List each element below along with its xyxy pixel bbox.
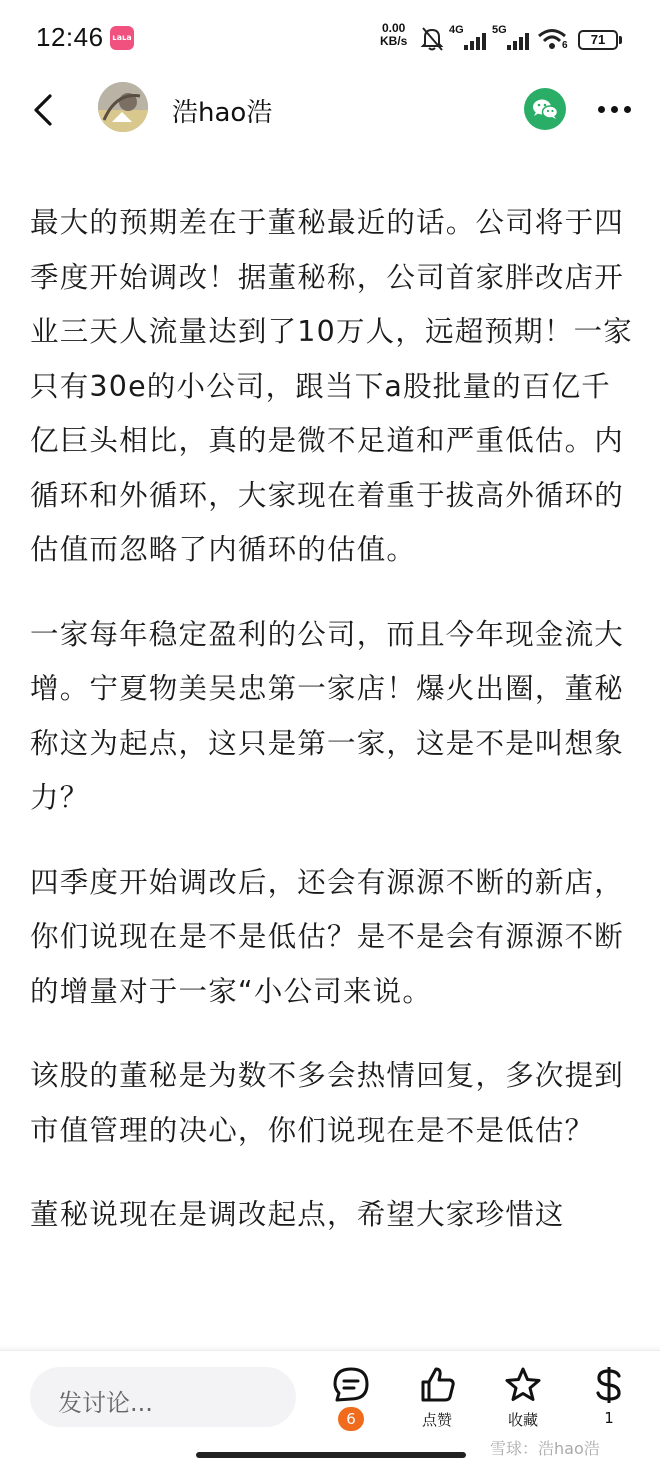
favorite-label: 收藏 <box>507 1411 538 1429</box>
home-indicator[interactable] <box>196 1452 466 1458</box>
comments-button[interactable] <box>316 1365 386 1431</box>
mute-bell-icon <box>420 26 444 52</box>
battery-indicator: 71 <box>578 30 618 50</box>
post-paragraph: 一家每年稳定盈利的公司，而且今年现金流大增。宁夏物美吴忠第一家店！爆火出圈，董秘称这为起点，这只是第一家，这是不是叫想象力？ <box>30 617 625 814</box>
status-bar <box>0 0 660 80</box>
post-paragraph: 该股的董秘是为数不多会热情回复，多次提到市值管理的决心，你们说现在是不是低估？ <box>30 1059 625 1147</box>
post-header <box>0 80 660 144</box>
dollar-icon <box>589 1365 629 1405</box>
avatar[interactable] <box>98 82 148 132</box>
back-arrow-icon[interactable] <box>26 90 66 130</box>
wechat-share-button[interactable] <box>524 88 566 130</box>
star-icon <box>503 1365 543 1405</box>
network-speed <box>380 22 407 48</box>
network-speed-value: 0.00 <box>381 21 406 35</box>
comment-count-badge: 6 <box>338 1407 364 1431</box>
like-label: 点赞 <box>421 1411 452 1429</box>
author-name[interactable]: 浩hao浩 <box>172 98 273 128</box>
thumbs-up-icon <box>417 1365 457 1405</box>
app-notification-icon: ʟaʟa <box>110 26 134 50</box>
signal-icon <box>464 32 488 50</box>
sim2-network-label: 5G <box>492 24 507 36</box>
post-paragraph: 四季度开始调改后，还会有源源不断的新店，你们说现在是不是低估？是不是会有源源不断的增量对于一家“小公司来说。 <box>30 865 625 1008</box>
favorite-button[interactable] <box>488 1365 558 1430</box>
reward-button[interactable] <box>574 1365 644 1427</box>
reward-count: 1 <box>604 1409 614 1427</box>
comment-placeholder: 发讨论... <box>58 1389 153 1417</box>
comment-bubble-icon <box>331 1365 371 1405</box>
post-paragraph: 董秘说现在是调改起点，希望大家珍惜这 <box>30 1198 565 1231</box>
wechat-icon <box>524 88 566 130</box>
signal-icon <box>507 32 531 50</box>
more-icon <box>598 106 605 113</box>
more-options-button[interactable] <box>594 94 634 124</box>
like-button[interactable] <box>402 1365 472 1430</box>
network-speed-unit: KB/s <box>380 34 408 48</box>
wifi-version-label: 6 <box>562 40 568 51</box>
more-icon-dot <box>611 106 618 113</box>
status-time: 12:46 <box>36 22 104 52</box>
watermark: 雪球：浩hao浩 <box>490 1439 600 1458</box>
comment-input[interactable] <box>30 1367 296 1427</box>
sim1-network-label: 4G <box>449 24 464 36</box>
avatar-image <box>98 82 148 132</box>
post-paragraph: 最大的预期差在于董秘最近的话。公司将于四季度开始调改！据董秘称，公司首家胖改店开业三天人流量达到了10万人，远超预期！一家只有30e的小公司，跟当下a股批量的百亿千亿巨头相比，真的是微不足道和严重低估。内循环和外循环，大家现在着重于拔高外循环的估值而忽略了内循环的估值。 <box>30 206 633 566</box>
battery-tip <box>619 36 622 44</box>
more-icon-dot <box>624 106 631 113</box>
post-body <box>30 196 636 1243</box>
